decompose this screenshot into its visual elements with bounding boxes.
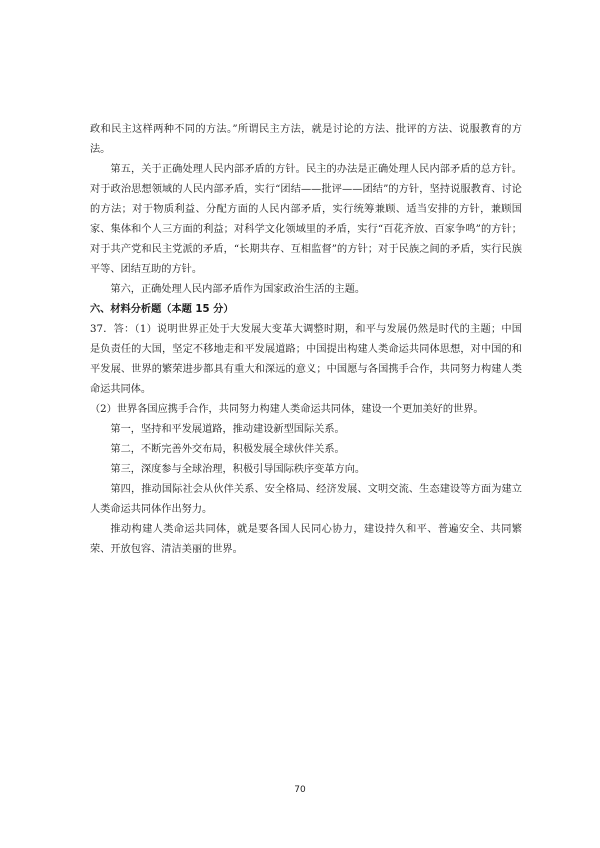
answer-point-3: 第三，深度参与全球治理，积极引导国际秩序变革方向。 xyxy=(110,464,366,475)
answer-point-1: 第一，坚持和平发展道路，推动建设新型国际关系。 xyxy=(110,424,345,435)
page-number: 70 xyxy=(294,785,306,795)
answer-part-2: （2）世界各国应携手合作，共同努力构建人类命运共同体，建设一个更加美好的世界。 xyxy=(90,404,484,415)
answer-point-2: 第二，不断完善外交布局，积极发展全球伙伴关系。 xyxy=(110,444,345,455)
answer-part-1: 37．答：（1）说明世界正处于大发展大变革大调整时期，和平与发展仍然是时代的主题；中国是负责任的大国，坚定不移地走和平发展道路；中国提出构建人类命运共同体思想，对中国的和平发展、世界的繁荣进步都具有重大和深远的意义；中国愿与各国携手合作，共同努力构建人类命运共同体。 xyxy=(90,324,522,395)
fifth-point-paragraph: 第五，关于正确处理人民内部矛盾的方针。民主的办法是正确处理人民内部矛盾的总方针。对于政治思想领域的人民内部矛盾，实行“团结——批评——团结”的方针，坚持说服教育、讨论的方法；对于物质利益、分配方面的人民内部矛盾，实行统筹兼顾、适当安排的方针，兼顾国家、集体和个人三方面的利益；对科学文化领域里的矛盾，实行“百花齐放、百家争鸣”的方针；对于共产党和民主党派的矛盾，“长期共存、互相监督”的方针；对于民族之间的矛盾，实行民族平等、团结互助的方针。 xyxy=(90,164,522,275)
section-heading: 六、材料分析题（本题 15 分） xyxy=(90,304,234,315)
answer-conclusion: 推动构建人类命运共同体，就是要各国人民同心协力，建设持久和平、普遍安全、共同繁荣、开放包容、清洁美丽的世界。 xyxy=(90,524,522,555)
document-body xyxy=(90,120,522,560)
sixth-point-paragraph: 第六，正确处理人民内部矛盾作为国家政治生活的主题。 xyxy=(110,284,366,295)
answer-point-4: 第四，推动国际社会从伙伴关系、安全格局、经济发展、文明交流、生态建设等方面为建立人类命运共同体作出努力。 xyxy=(90,484,522,515)
continued-paragraph: 政和民主这样两种不同的方法。”所谓民主方法，就是讨论的方法、批评的方法、说服教育的方法。 xyxy=(90,124,522,155)
